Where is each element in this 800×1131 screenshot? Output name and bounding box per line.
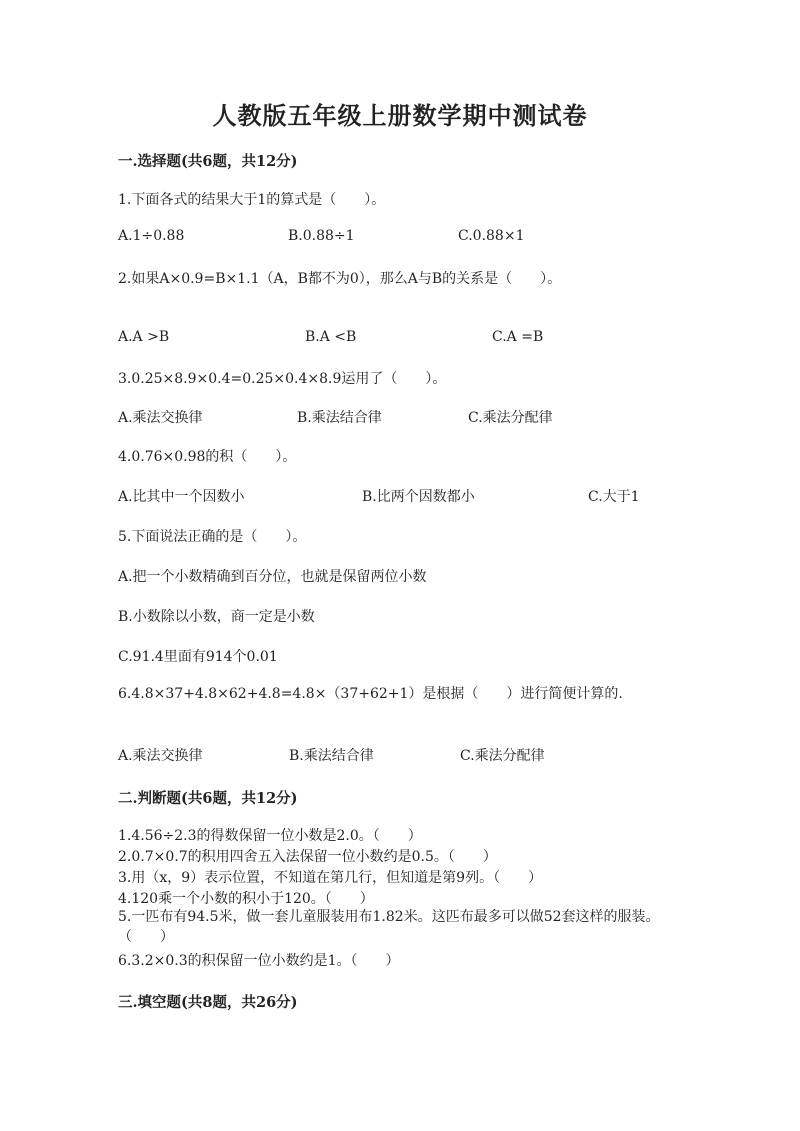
option-a: A.把一个小数精确到百分位，也就是保留两位小数 [118,569,427,585]
question-stem: 6.4.8×37+4.8×62+4.8=4.8×（37+62+1）是根据（ ）进行简便计算的. [118,686,623,702]
option-a: A.乘法交换律 [118,748,203,764]
page-title: 人教版五年级上册数学期中测试卷 [212,101,588,130]
judge-item: 3.用（x，9）表示位置，不知道在第几行，但知道是第9列。（ ） [118,870,543,886]
question-stem: 2.如果A×0.9=B×1.1（A，B都不为0），那么A与B的关系是（ ）。 [118,271,562,287]
judge-item: 1.4.56÷2.3的得数保留一位小数是2.0。（ ） [118,828,422,844]
question-stem: 3.0.25×8.9×0.4=0.25×0.4×8.9运用了（ ）。 [118,371,447,387]
question-stem: 4.0.76×0.98的积（ ）。 [118,449,297,465]
question-stem: 5.下面说法正确的是（ ）。 [118,529,307,545]
option-a: A.乘法交换律 [118,410,203,426]
option-c: C.A =B [492,329,544,345]
option-c: C.乘法分配律 [468,410,553,426]
option-b: B.乘法结合律 [297,410,382,426]
section-heading-choice: 一.选择题(共6题，共12分) [118,153,298,170]
section-heading-fill: 三.填空题(共8题，共26分) [118,994,298,1011]
option-b: B.0.88÷1 [288,228,355,244]
option-a: A.比其中一个因数小 [118,489,245,505]
option-b: B.乘法结合律 [289,748,374,764]
question-stem: 1.下面各式的结果大于1的算式是（ ）。 [118,192,386,208]
option-c: C.91.4里面有914个0.01 [118,649,278,665]
option-c: C.0.88×1 [458,228,525,244]
section-heading-judge: 二.判断题(共6题，共12分) [118,790,298,807]
option-b: B.小数除以小数，商一定是小数 [118,609,315,625]
option-c: C.乘法分配律 [460,748,545,764]
option-b: B.A <B [305,329,357,345]
judge-item: 6.3.2×0.3的积保留一位小数约是1。（ ） [118,953,400,969]
judge-item: 2.0.7×0.7的积用四舍五入法保留一位小数约是0.5。（ ） [118,849,497,865]
judge-item: 5.一匹布有94.5米，做一套儿童服装用布1.82米。这匹布最多可以做52套这样的服装。（ ） [118,909,660,945]
option-a: A.1÷0.88 [118,228,185,244]
option-a: A.A >B [118,329,170,345]
option-c: C.大于1 [588,489,640,505]
judge-item: 4.120乘一个小数的积小于120。（ ） [118,891,374,907]
option-b: B.比两个因数都小 [362,489,475,505]
